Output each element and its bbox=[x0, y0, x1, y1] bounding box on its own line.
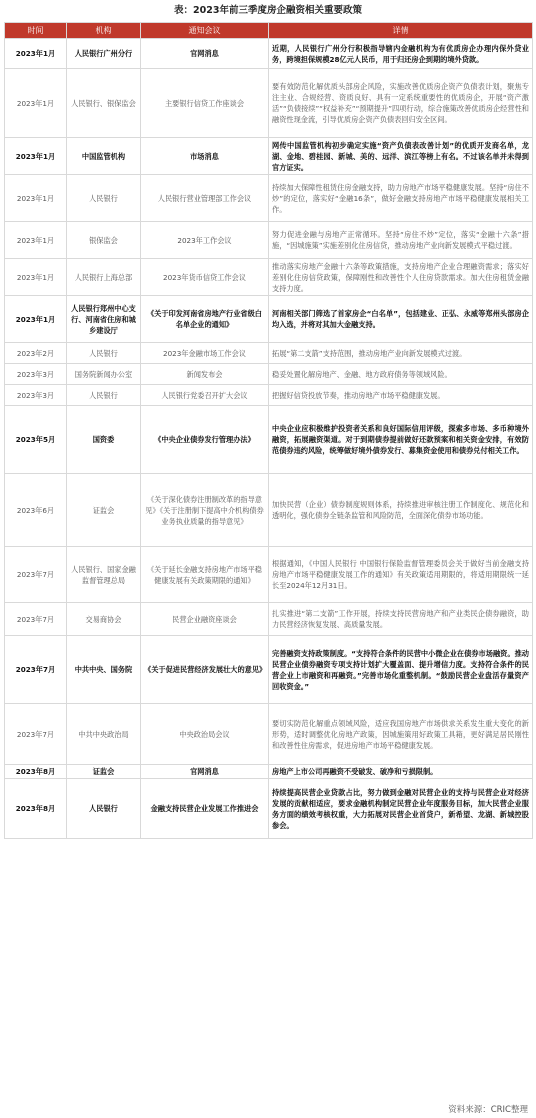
table-row bbox=[5, 765, 533, 779]
cell-detail: 持续提高民营企业贷款占比，努力做到金融对民营企业的支持与民营企业对经济发展的贡献相适应，要求金融机构制定民营企业年度服务目标，加大民营企业服务方面的绩效考核权重，大力拓展对民营企业首贷户，新希望、龙湖、新城控股参会。 bbox=[269, 779, 533, 839]
cell-notice: 民营企业融资座谈会 bbox=[141, 603, 269, 636]
cell-detail: 网传中国监管机构初步确定实施“资产负债表改善计划”的优质开发商名单，龙湖、金地、碧桂园、新城、美的、远洋、滨江等榜上有名。不过该名单并未得到官方证实。 bbox=[269, 138, 533, 175]
table-row bbox=[5, 296, 533, 343]
table-row bbox=[5, 704, 533, 765]
cell-notice: 中央政治局会议 bbox=[141, 704, 269, 765]
cell-notice: 新闻发布会 bbox=[141, 364, 269, 385]
cell-time: 2023年1月 bbox=[5, 138, 67, 175]
table-row bbox=[5, 385, 533, 406]
header-time: 时间 bbox=[5, 23, 67, 39]
cell-detail: 稳妥处置化解房地产、金融、地方政府债务等领域风险。 bbox=[269, 364, 533, 385]
cell-notice: 2023年工作会议 bbox=[141, 222, 269, 259]
cell-detail: 完善融资支持政策制度。“支持符合条件的民营中小微企业在债券市场融资。推动民营企业债券融资专项支持计划扩大覆盖面、提升增信力度。支持符合条件的民营企业上市融资和再融资。”完善市场化重整机制。“鼓励民营企业盘活存量资产回收资金。” bbox=[269, 636, 533, 704]
cell-notice: 《关于印发河南省房地产行业省级白名单企业的通知》 bbox=[141, 296, 269, 343]
cell-org: 人民银行、银保监会 bbox=[67, 69, 141, 138]
cell-org: 中国监管机构 bbox=[67, 138, 141, 175]
table-row bbox=[5, 138, 533, 175]
cell-detail: 努力促进金融与房地产正常循环。坚持“房住不炒”定位，落实“金融十六条”措施，“因城施策”实施差别化住房信贷，推动房地产业向新发展模式平稳过渡。 bbox=[269, 222, 533, 259]
cell-notice: 《关于深化债券注册制改革的指导意见》《关于注册制下提高中介机构债券业务执业质量的指导意见》 bbox=[141, 474, 269, 547]
cell-org: 人民银行 bbox=[67, 779, 141, 839]
table-row bbox=[5, 779, 533, 839]
cell-org: 人民银行上海总部 bbox=[67, 259, 141, 296]
cell-org: 人民银行广州分行 bbox=[67, 39, 141, 69]
cell-org: 人民银行、国家金融监督管理总局 bbox=[67, 547, 141, 603]
cell-notice: 金融支持民营企业发展工作推进会 bbox=[141, 779, 269, 839]
cell-notice: 2023年金融市场工作会议 bbox=[141, 343, 269, 364]
table-row bbox=[5, 474, 533, 547]
cell-detail: 扎实推进“第二支箭”工作开展，持续支持民营房地产和产业类民企债券融资，助力民营经济恢复发展、高质量发展。 bbox=[269, 603, 533, 636]
table-row bbox=[5, 222, 533, 259]
cell-detail: 把握好信贷投放节奏，推动房地产市场平稳健康发展。 bbox=[269, 385, 533, 406]
cell-detail: 根据通知，《中国人民银行 中国银行保险监督管理委员会关于做好当前金融支持房地产市场平稳健康发展工作的通知》有关政策适用期限的，将适用期限统一延长至2024年12月31日。 bbox=[269, 547, 533, 603]
cell-notice: 市场消息 bbox=[141, 138, 269, 175]
cell-detail: 持续加大保障性租赁住房金融支持，助力房地产市场平稳健康发展。坚持“房住不炒”的定位，落实好“金融16条”，做好金融支持房地产市场平稳健康发展相关工作。 bbox=[269, 175, 533, 222]
table-row bbox=[5, 406, 533, 474]
cell-org: 人民银行 bbox=[67, 385, 141, 406]
cell-time: 2023年1月 bbox=[5, 175, 67, 222]
table-row bbox=[5, 636, 533, 704]
table-header-row bbox=[5, 23, 533, 39]
cell-detail: 推动落实房地产金融十六条等政策措施，支持房地产企业合理融资需求；落实好差别化住房信贷政策，保障刚性和改善性个人住房贷款需求。加大住房租赁金融支持力度。 bbox=[269, 259, 533, 296]
cell-detail: 要有效防范化解优质头部房企风险，实施改善优质房企资产负债表计划，聚焦专注主业、合规经营、资质良好、具有一定系统重要性的优质房企，开展“资产激活”“负债接续”“权益补充”“预期提升”四项行动，综合施策改善优质房企经营性和融资性现金流，引导优质房企资产负债表回归安全区间。 bbox=[269, 69, 533, 138]
cell-time: 2023年5月 bbox=[5, 406, 67, 474]
cell-time: 2023年7月 bbox=[5, 603, 67, 636]
table-row bbox=[5, 603, 533, 636]
table-row bbox=[5, 39, 533, 69]
table-row bbox=[5, 547, 533, 603]
cell-detail: 要切实防范化解重点领域风险，适应我国房地产市场供求关系发生重大变化的新形势，适时调整优化房地产政策，因城施策用好政策工具箱，更好满足居民刚性和改善性住房需求，促进房地产市场平稳健康发展。 bbox=[269, 704, 533, 765]
cell-notice: 主要银行信贷工作座谈会 bbox=[141, 69, 269, 138]
cell-detail: 近期，人民银行广州分行积极指导辖内金融机构为有优质房企办理内保外贷业务，跨境担保规模28亿元人民币，用于归还房企到期的境外贷款。 bbox=[269, 39, 533, 69]
cell-time: 2023年7月 bbox=[5, 547, 67, 603]
cell-org: 人民银行郑州中心支行、河南省住房和城乡建设厅 bbox=[67, 296, 141, 343]
cell-org: 人民银行 bbox=[67, 343, 141, 364]
table-row bbox=[5, 364, 533, 385]
cell-org: 国资委 bbox=[67, 406, 141, 474]
cell-org: 银保监会 bbox=[67, 222, 141, 259]
table-row bbox=[5, 175, 533, 222]
cell-detail: 加快民营（企业）债券制度规则体系，持续推进审核注册工作制度化、规范化和透明化，强化债券全链条监管和风险防范，全面深化债券市场功能。 bbox=[269, 474, 533, 547]
header-notice: 通知会议 bbox=[141, 23, 269, 39]
cell-detail: 拓展“第二支箭”支持范围，推动房地产业向新发展模式过渡。 bbox=[269, 343, 533, 364]
cell-detail: 河南相关部门筛选了首家房企“白名单”，包括建业、正弘、永威等郑州头部房企均入选，并将对其加大金融支持。 bbox=[269, 296, 533, 343]
cell-time: 2023年7月 bbox=[5, 636, 67, 704]
cell-notice: 《中央企业债券发行管理办法》 bbox=[141, 406, 269, 474]
cell-time: 2023年8月 bbox=[5, 765, 67, 779]
cell-time: 2023年8月 bbox=[5, 779, 67, 839]
cell-detail: 房地产上市公司再融资不受破发、破净和亏损限制。 bbox=[269, 765, 533, 779]
cell-org: 中共中央政治局 bbox=[67, 704, 141, 765]
cell-time: 2023年1月 bbox=[5, 222, 67, 259]
header-detail: 详情 bbox=[269, 23, 533, 39]
cell-notice: 官网消息 bbox=[141, 765, 269, 779]
cell-notice: 《关于促进民营经济发展壮大的意见》 bbox=[141, 636, 269, 704]
cell-time: 2023年3月 bbox=[5, 385, 67, 406]
table-row bbox=[5, 69, 533, 138]
cell-org: 证监会 bbox=[67, 765, 141, 779]
cell-notice: 官网消息 bbox=[141, 39, 269, 69]
cell-detail: 中央企业应积极维护投资者关系和良好国际信用评级，探索多市场、多币种境外融资，拓展融资渠道。对于到期债券提前做好还款预案和相关资金安排，有效防范债券违约风险，统筹做好境外债券发行、募集资金使用和债券兑付相关工作。 bbox=[269, 406, 533, 474]
table-row bbox=[5, 259, 533, 296]
cell-time: 2023年1月 bbox=[5, 69, 67, 138]
source-note: 资料来源：CRIC整理 bbox=[448, 1105, 528, 1115]
cell-org: 证监会 bbox=[67, 474, 141, 547]
cell-notice: 《关于延长金融支持房地产市场平稳健康发展有关政策期限的通知》 bbox=[141, 547, 269, 603]
cell-time: 2023年2月 bbox=[5, 343, 67, 364]
cell-notice: 人民银行营业管理部工作会议 bbox=[141, 175, 269, 222]
header-org: 机构 bbox=[67, 23, 141, 39]
cell-time: 2023年1月 bbox=[5, 39, 67, 69]
cell-notice: 2023年货币信贷工作会议 bbox=[141, 259, 269, 296]
cell-time: 2023年3月 bbox=[5, 364, 67, 385]
cell-notice: 人民银行党委召开扩大会议 bbox=[141, 385, 269, 406]
policy-table bbox=[4, 22, 533, 839]
cell-org: 国务院新闻办公室 bbox=[67, 364, 141, 385]
table-title: 表：2023年前三季度房企融资相关重要政策 bbox=[174, 5, 362, 16]
cell-org: 人民银行 bbox=[67, 175, 141, 222]
cell-org: 交易商协会 bbox=[67, 603, 141, 636]
cell-time: 2023年1月 bbox=[5, 296, 67, 343]
cell-time: 2023年6月 bbox=[5, 474, 67, 547]
table-row bbox=[5, 343, 533, 364]
cell-org: 中共中央、国务院 bbox=[67, 636, 141, 704]
cell-time: 2023年7月 bbox=[5, 704, 67, 765]
table-body bbox=[5, 39, 533, 839]
cell-time: 2023年1月 bbox=[5, 259, 67, 296]
